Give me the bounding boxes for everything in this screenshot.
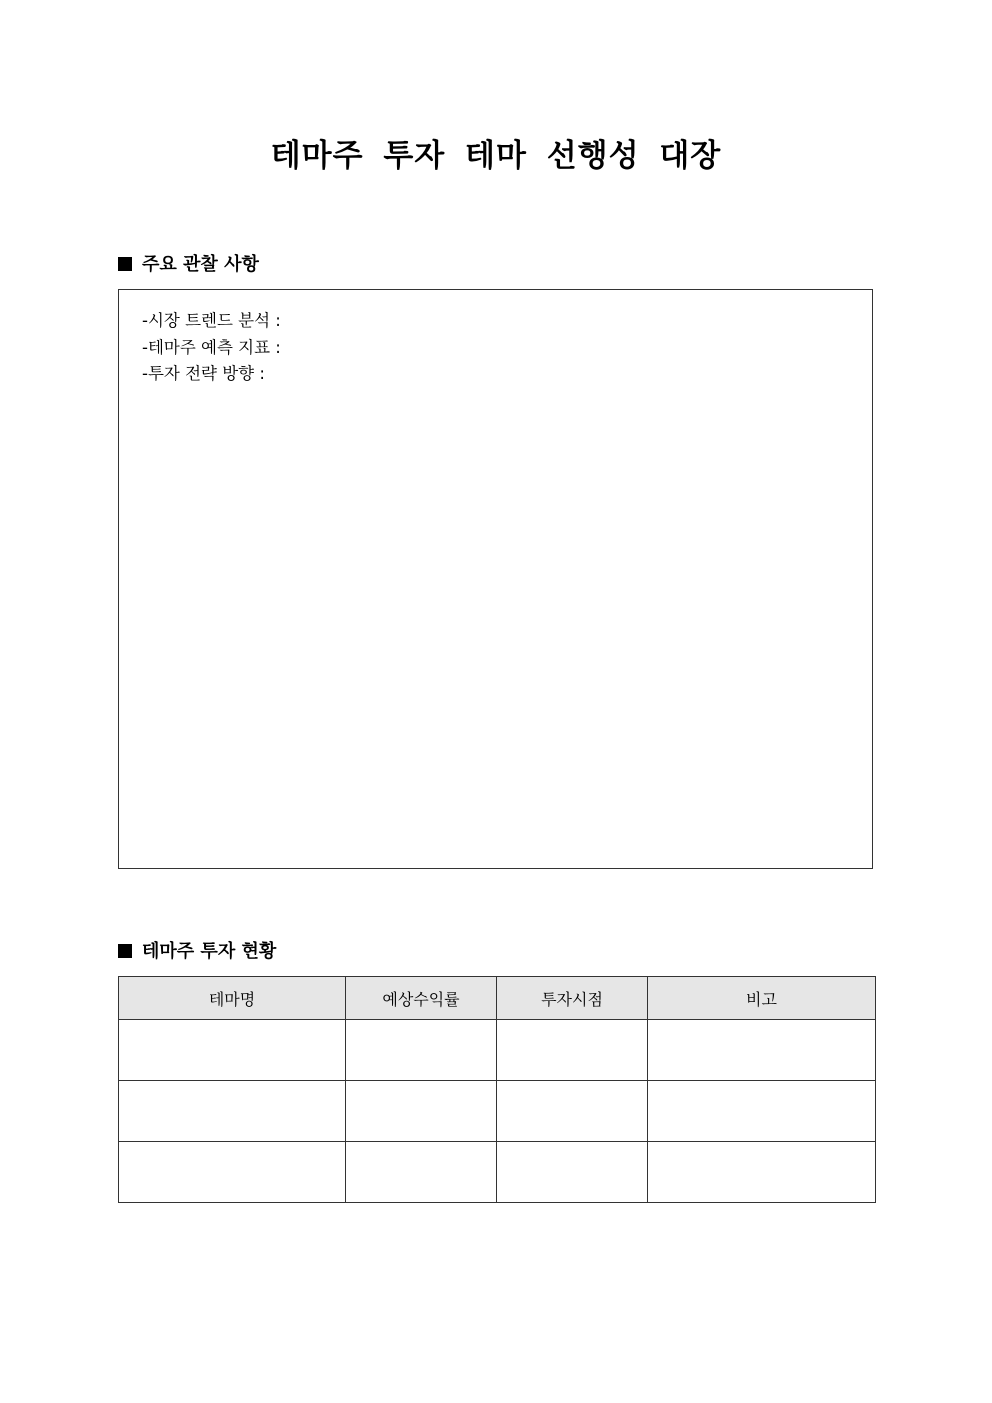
- table-cell: [346, 1020, 497, 1081]
- observations-heading: [118, 252, 259, 278]
- table-cell: [648, 1142, 876, 1203]
- table-cell: [119, 1142, 346, 1203]
- column-header-investment-timing: 투자시점: [497, 977, 648, 1020]
- column-header-theme-name: 테마명: [119, 977, 346, 1020]
- table-cell: [346, 1081, 497, 1142]
- square-bullet-icon: [118, 257, 132, 271]
- observation-investment-strategy: -투자 전략 방향 :: [142, 364, 265, 383]
- table-cell: [648, 1020, 876, 1081]
- table-cell: [119, 1081, 346, 1142]
- table-header-row: [119, 977, 876, 1020]
- table-row: [119, 1020, 876, 1081]
- observations-heading-label: 주요 관찰 사항: [142, 254, 259, 275]
- square-bullet-icon: [118, 944, 132, 958]
- investment-status-table: [118, 976, 876, 1203]
- table-cell: [119, 1020, 346, 1081]
- table-cell: [497, 1142, 648, 1203]
- observations-box: [118, 289, 873, 869]
- document-title: 테마주 투자 테마 선행성 대장: [270, 138, 722, 174]
- table-cell: [346, 1142, 497, 1203]
- table-row: [119, 1081, 876, 1142]
- observations-list: [142, 308, 281, 388]
- column-header-expected-return: 예상수익률: [346, 977, 497, 1020]
- column-header-remarks: 비고: [648, 977, 876, 1020]
- observation-market-trend: -시장 트렌드 분석 :: [142, 311, 281, 330]
- table-row: [119, 1142, 876, 1203]
- investment-status-heading: [118, 939, 276, 965]
- investment-status-heading-label: 테마주 투자 현황: [142, 941, 277, 962]
- table-cell: [497, 1081, 648, 1142]
- table-cell: [497, 1020, 648, 1081]
- table-cell: [648, 1081, 876, 1142]
- observation-prediction-indicator: -테마주 예측 지표 :: [142, 337, 281, 357]
